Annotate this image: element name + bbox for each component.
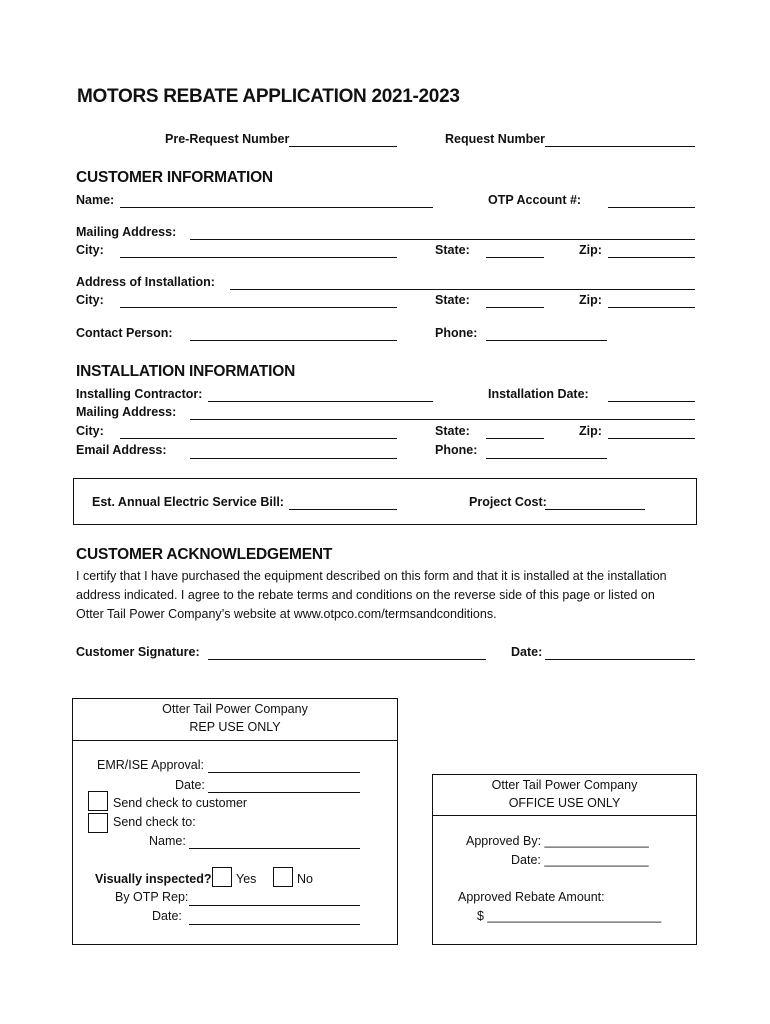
no-label: No	[297, 872, 313, 886]
request-label: Request Number	[445, 132, 546, 146]
pre-request-label: Pre-Request Number	[165, 132, 290, 146]
emr-approval-field[interactable]	[208, 772, 360, 773]
rep-company: Otter Tail Power Company	[162, 702, 308, 716]
name-label: Name:	[76, 193, 115, 207]
visual-inspected-label: Visually inspected?	[95, 872, 212, 886]
install-zip-field[interactable]	[608, 307, 695, 308]
contractor-mailing-field[interactable]	[190, 419, 695, 420]
zip-label: Zip:	[579, 243, 602, 257]
contractor-phone-field[interactable]	[486, 458, 607, 459]
project-cost-label: Project Cost:	[469, 495, 547, 509]
signature-field[interactable]	[208, 659, 486, 660]
contact-label: Contact Person:	[76, 326, 173, 340]
by-rep-label: By OTP Rep:	[115, 890, 189, 904]
bill-field[interactable]	[289, 509, 397, 510]
mailing-field[interactable]	[190, 239, 695, 240]
rebate-amount-label: Approved Rebate Amount:	[458, 890, 605, 904]
rep-date-label: Date:	[175, 778, 205, 792]
contractor-mailing-label: Mailing Address:	[76, 405, 177, 419]
state-field[interactable]	[486, 257, 544, 258]
phone-label: Phone:	[435, 326, 478, 340]
no-checkbox[interactable]	[273, 867, 293, 887]
install-address-label: Address of Installation:	[76, 275, 215, 289]
rebate-amount-field: $ _________________________	[477, 909, 662, 923]
email-label: Email Address:	[76, 443, 167, 457]
install-city-field[interactable]	[120, 307, 397, 308]
rep-box-divider	[72, 740, 398, 741]
email-field[interactable]	[190, 458, 397, 459]
project-cost-field[interactable]	[545, 509, 645, 510]
rep-date2-field[interactable]	[189, 924, 360, 925]
installation-heading: INSTALLATION INFORMATION	[76, 363, 296, 380]
ack-line-3: Otter Tail Power Company’s website at www.otpco.com/termsandconditions.	[76, 607, 497, 621]
contractor-state-label: State:	[435, 424, 470, 438]
contractor-field[interactable]	[208, 401, 433, 402]
rep-date-field[interactable]	[208, 792, 360, 793]
account-field[interactable]	[608, 207, 695, 208]
send-to-checkbox[interactable]	[88, 813, 108, 833]
office-date: Date: _______________	[511, 853, 649, 867]
installation-date-label: Installation Date:	[488, 387, 589, 401]
signature-date-field[interactable]	[545, 659, 695, 660]
ack-line-1: I certify that I have purchased the equipment described on this form and that it is installed at the installation	[76, 569, 667, 583]
office-company: Otter Tail Power Company	[491, 778, 638, 792]
installation-date-field[interactable]	[608, 401, 695, 402]
city-field[interactable]	[120, 257, 397, 258]
install-zip-label: Zip:	[579, 293, 602, 307]
rep-date2-label: Date:	[152, 909, 182, 923]
signature-label: Customer Signature:	[76, 645, 200, 659]
yes-label: Yes	[236, 872, 257, 886]
contractor-city-field[interactable]	[120, 438, 397, 439]
zip-field[interactable]	[608, 257, 695, 258]
by-rep-field[interactable]	[189, 905, 360, 906]
name-field[interactable]	[120, 207, 433, 208]
page-title: MOTORS REBATE APPLICATION 2021-2023	[77, 86, 460, 107]
phone-field[interactable]	[486, 340, 607, 341]
contractor-city-label: City:	[76, 424, 104, 438]
acknowledgement-text	[76, 567, 716, 624]
request-field[interactable]	[545, 146, 695, 147]
customer-heading: CUSTOMER INFORMATION	[76, 169, 273, 186]
mailing-label: Mailing Address:	[76, 225, 177, 239]
city-label: City:	[76, 243, 104, 257]
acknowledgement-heading: CUSTOMER ACKNOWLEDGEMENT	[76, 546, 333, 563]
send-name-label: Name:	[149, 834, 186, 848]
send-to-label: Send check to:	[113, 815, 196, 829]
yes-checkbox[interactable]	[212, 867, 232, 887]
send-customer-checkbox[interactable]	[88, 791, 108, 811]
install-address-field[interactable]	[230, 289, 695, 290]
signature-date-label: Date:	[511, 645, 543, 659]
pre-request-field[interactable]	[289, 146, 397, 147]
contractor-label: Installing Contractor:	[76, 387, 203, 401]
state-label: State:	[435, 243, 470, 257]
install-state-field[interactable]	[486, 307, 544, 308]
contractor-zip-label: Zip:	[579, 424, 602, 438]
send-name-field[interactable]	[189, 848, 360, 849]
install-state-label: State:	[435, 293, 470, 307]
approved-by: Approved By: _______________	[466, 834, 649, 848]
contact-field[interactable]	[190, 340, 397, 341]
office-subtitle: OFFICE USE ONLY	[508, 796, 621, 810]
ack-line-2: address indicated. I agree to the rebate terms and conditions on the reverse side of this page or listed on	[76, 588, 655, 602]
rep-subtitle: REP USE ONLY	[189, 720, 281, 734]
office-box-divider	[432, 815, 697, 816]
contractor-phone-label: Phone:	[435, 443, 478, 457]
send-customer-label: Send check to customer	[113, 796, 248, 810]
contractor-state-field[interactable]	[486, 438, 544, 439]
contractor-zip-field[interactable]	[608, 438, 695, 439]
account-label: OTP Account #:	[488, 193, 582, 207]
emr-approval-label: EMR/ISE Approval:	[97, 758, 204, 772]
install-city-label: City:	[76, 293, 104, 307]
bill-label: Est. Annual Electric Service Bill:	[92, 495, 284, 509]
